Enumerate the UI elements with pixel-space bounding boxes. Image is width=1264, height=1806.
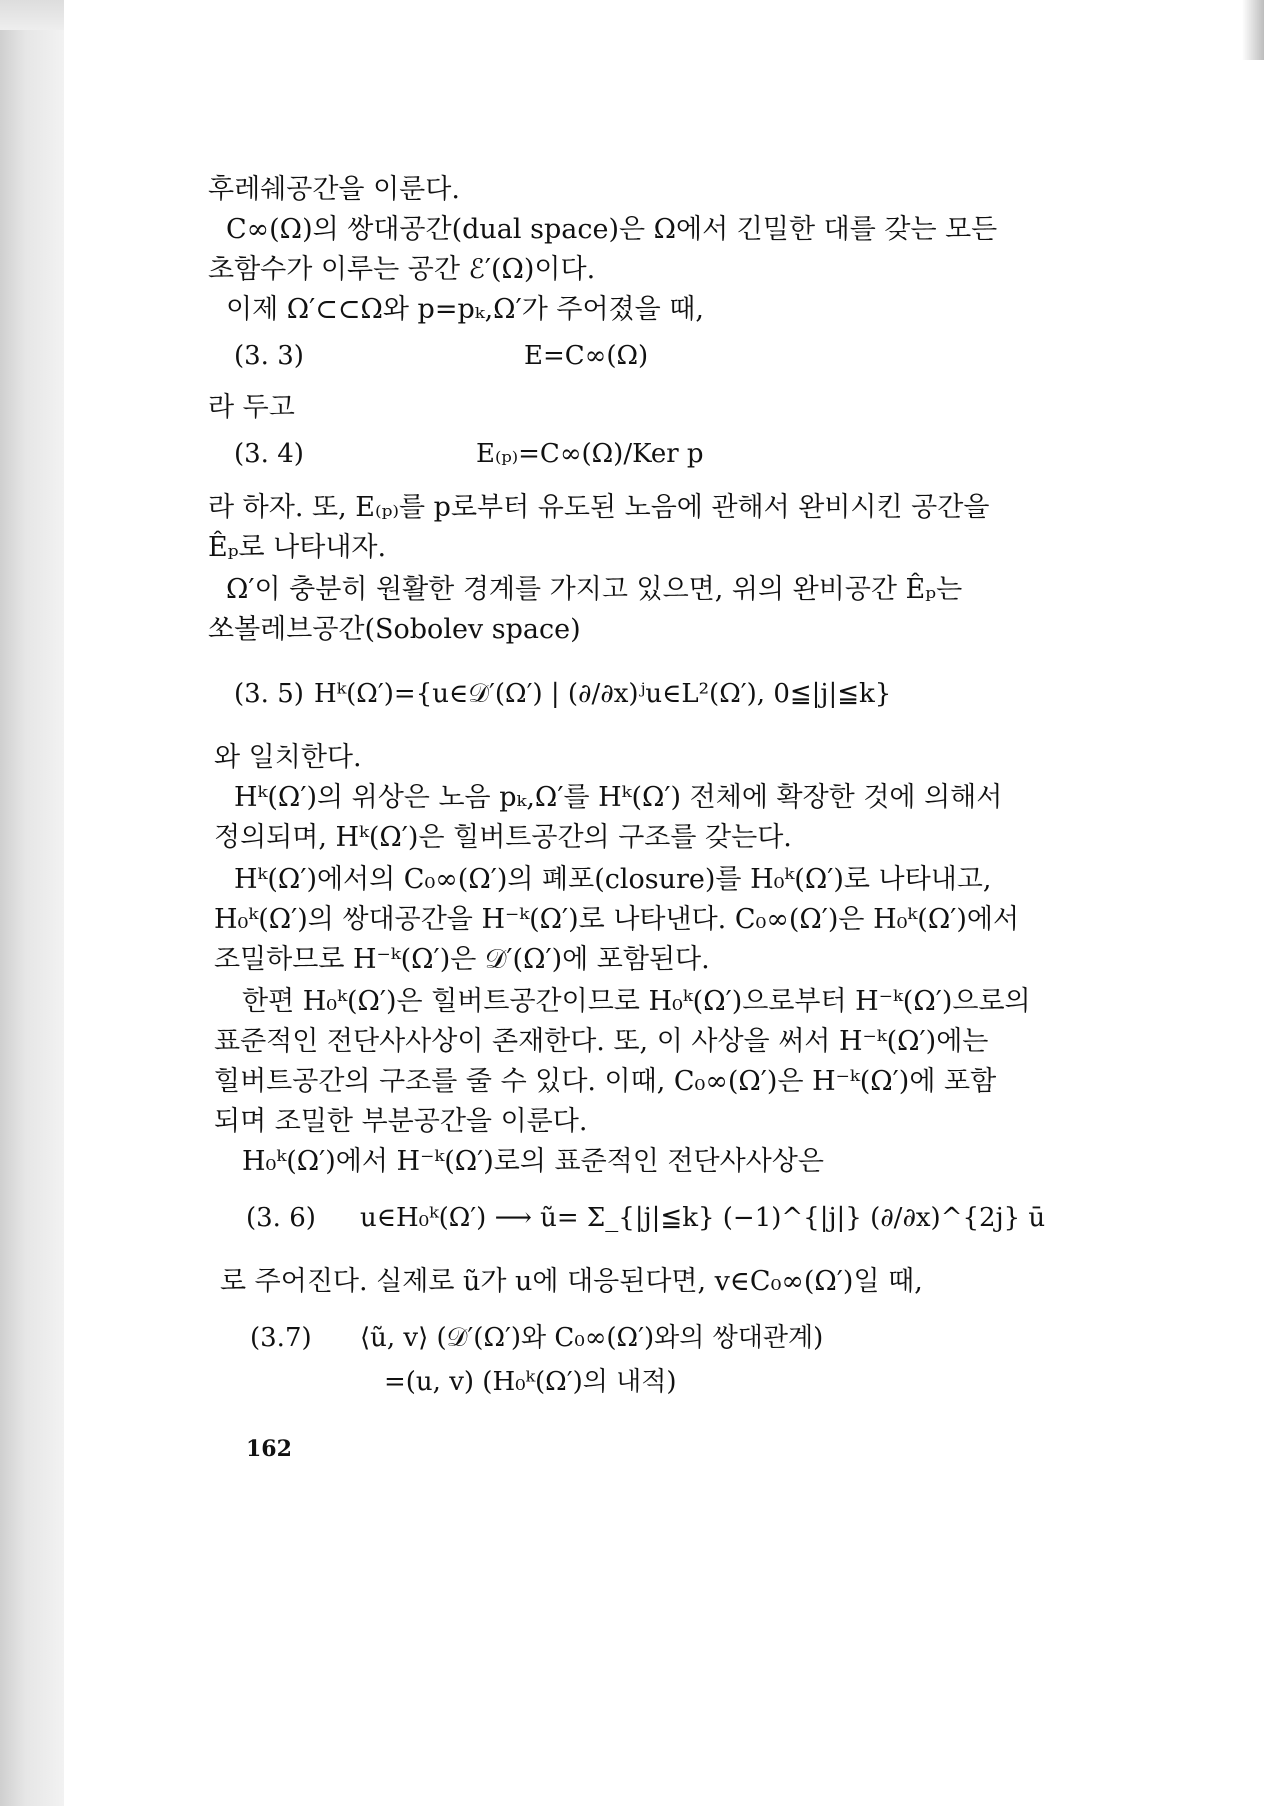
page-edge [0, 0, 65, 1806]
equation-3-7-line-2: =(u, v) (H₀ᵏ(Ω′)의 내적) [384, 1367, 677, 1397]
equation-3-5-number: (3. 5) [234, 679, 304, 709]
text-line-16: 한편 H₀ᵏ(Ω′)은 힐버트공간이므로 H₀ᵏ(Ω′)으로부터 H⁻ᵏ(Ω′)으로의 [242, 986, 1031, 1017]
text-line-15: 조밀하므로 H⁻ᵏ(Ω′)은 𝒟′(Ω′)에 포함된다. [214, 944, 710, 975]
text-line-14: H₀ᵏ(Ω′)의 쌍대공간을 H⁻ᵏ(Ω′)로 나타낸다. C₀∞(Ω′)은 H₀ᵏ(Ω′)에서 [214, 904, 1020, 935]
equation-3-3-number: (3. 3) [234, 341, 304, 371]
book-page [64, 0, 1264, 1806]
text-line-12: 정의되며, Hᵏ(Ω′)은 힐버트공간의 구조를 갖는다. [214, 822, 792, 853]
equation-3-5: Hᵏ(Ω′)={u∈𝒟′(Ω′) | (∂/∂x)ʲu∈L²(Ω′), 0≦|j|≦k} [314, 679, 892, 709]
text-line-21: 로 주어진다. 실제로 ũ가 u에 대응된다면, v∈C₀∞(Ω′)일 때, [220, 1266, 923, 1297]
text-line-1: 후레쉐공간을 이룬다. [208, 174, 460, 205]
text-line-20: H₀ᵏ(Ω′)에서 H⁻ᵏ(Ω′)로의 표준적인 전단사사상은 [242, 1146, 824, 1177]
equation-3-4: E₍ₚ₎=C∞(Ω)/Ker p [476, 439, 704, 469]
equation-3-6: u∈H₀ᵏ(Ω′) ⟶ ũ= Σ_{|j|≦k} (−1)^{|j|} (∂/∂x)^{2j} ū [360, 1203, 1046, 1233]
text-line-4: 이제 Ω′⊂⊂Ω와 p=pₖ,Ω′가 주어졌을 때, [226, 294, 704, 325]
equation-3-7-number: (3.7) [250, 1323, 312, 1353]
text-line-10: 와 일치한다. [214, 742, 362, 773]
text-line-7: Êₚ로 나타내자. [208, 532, 387, 563]
equation-3-6-number: (3. 6) [246, 1203, 316, 1233]
text-line-18: 힐버트공간의 구조를 줄 수 있다. 이때, C₀∞(Ω′)은 H⁻ᵏ(Ω′)에 포함 [214, 1066, 997, 1097]
text-line-9: 쏘볼레브공간(Sobolev space) [208, 614, 581, 645]
text-line-2: C∞(Ω)의 쌍대공간(dual space)은 Ω에서 긴밀한 대를 갖는 모든 [226, 214, 998, 245]
text-line-3: 초함수가 이루는 공간 ℰ′(Ω)이다. [208, 254, 596, 285]
text-line-8: Ω′이 충분히 원활한 경계를 가지고 있으면, 위의 완비공간 Êₚ는 [226, 574, 963, 605]
text-line-17: 표준적인 전단사사상이 존재한다. 또, 이 사상을 써서 H⁻ᵏ(Ω′)에는 [214, 1026, 989, 1057]
page-corner-shadow [1242, 0, 1264, 60]
page-number: 162 [246, 1436, 292, 1462]
text-line-5: 라 두고 [208, 392, 295, 423]
text-line-13: Hᵏ(Ω′)에서의 C₀∞(Ω′)의 폐포(closure)를 H₀ᵏ(Ω′)로 나타내고, [234, 864, 992, 895]
text-line-6: 라 하자. 또, E₍ₚ₎를 p로부터 유도된 노음에 관해서 완비시킨 공간을 [208, 492, 990, 523]
text-line-19: 되며 조밀한 부분공간을 이룬다. [214, 1106, 588, 1137]
page-edge-top [0, 0, 64, 30]
equation-3-4-number: (3. 4) [234, 439, 304, 469]
equation-3-3: E=C∞(Ω) [524, 341, 649, 371]
equation-3-7-line-1: ⟨ũ, v⟩ (𝒟′(Ω′)와 C₀∞(Ω′)와의 쌍대관계) [360, 1323, 824, 1353]
text-line-11: Hᵏ(Ω′)의 위상은 노음 pₖ,Ω′를 Hᵏ(Ω′) 전체에 확장한 것에 의해서 [234, 782, 1003, 813]
